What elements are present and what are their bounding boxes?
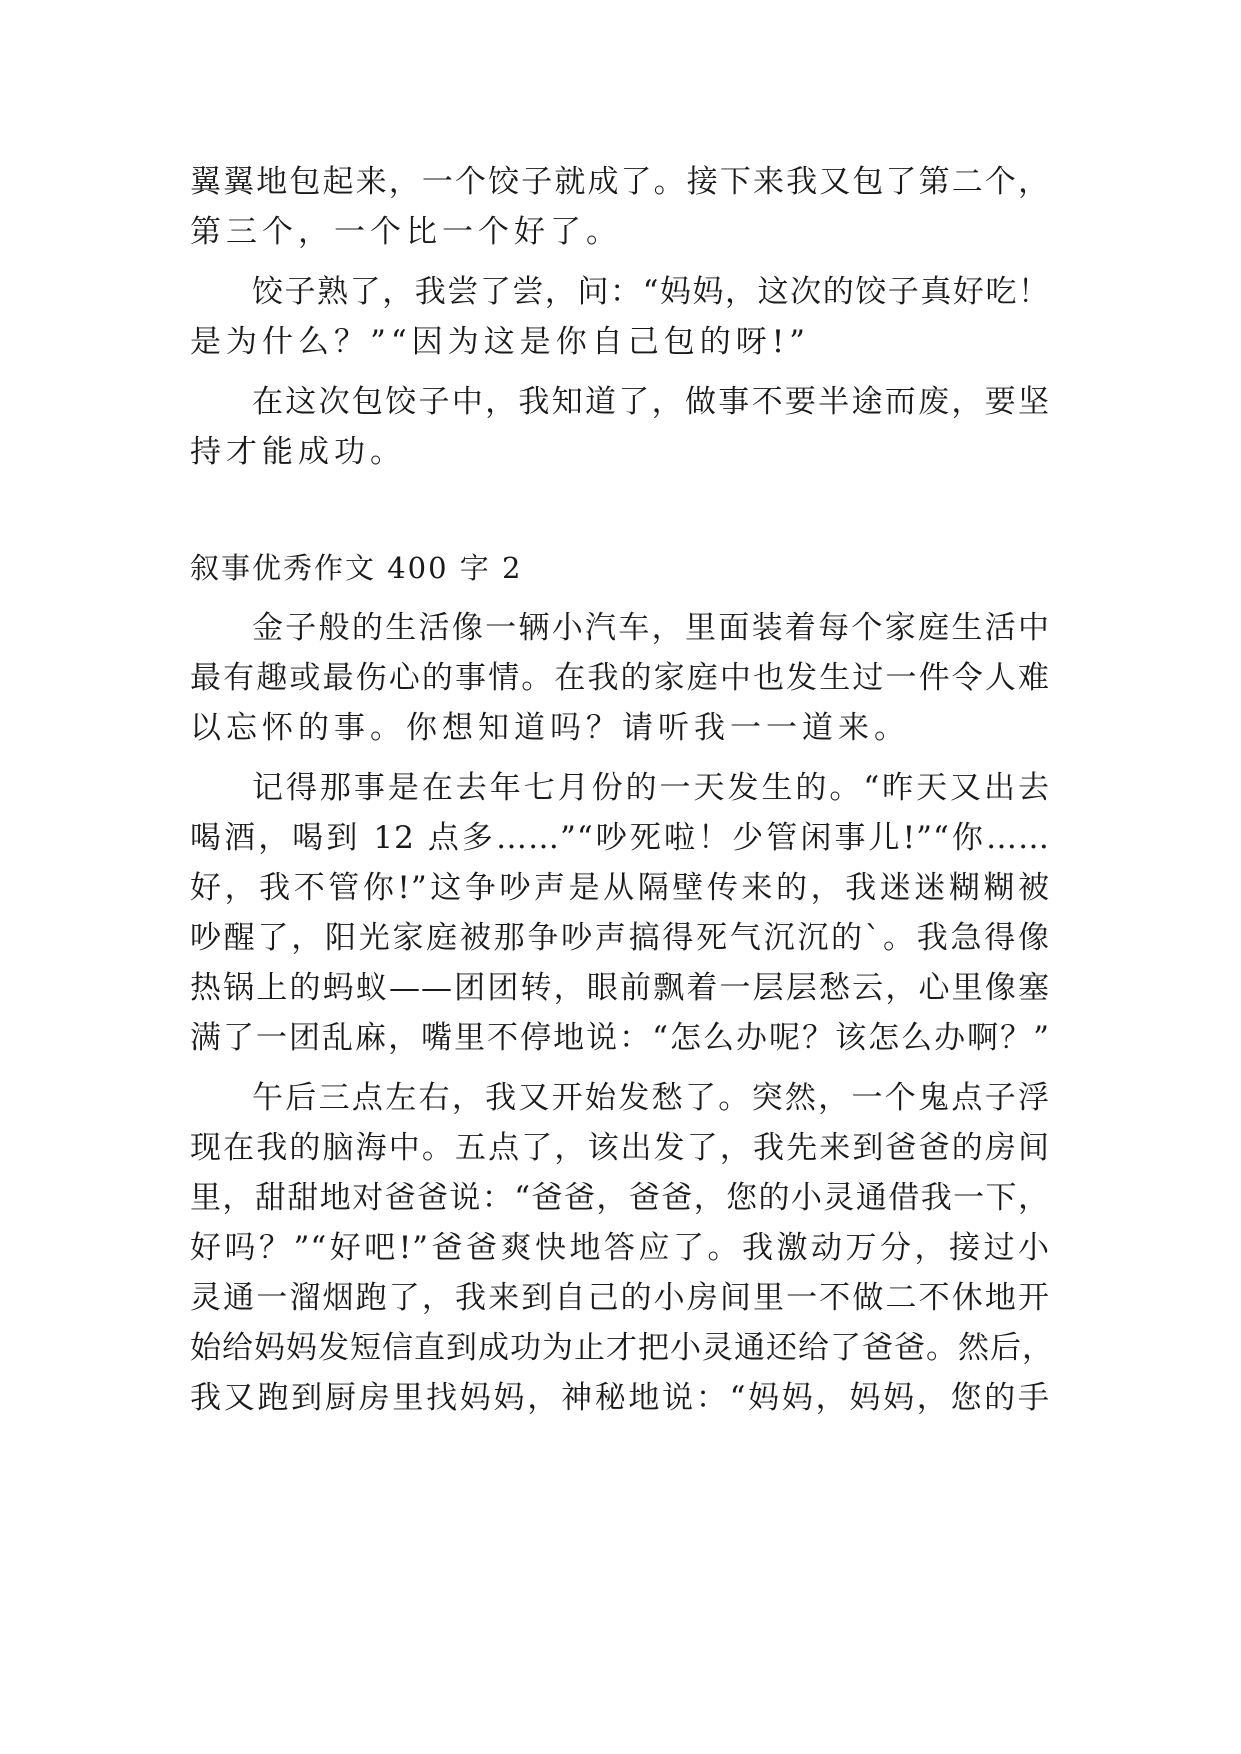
- text-line: 灵通一溜烟跑了，我来到自己的小房间里一不做二不休地开: [190, 1280, 1050, 1316]
- text-line: 始给妈妈发短信直到成功为止才把小灵通还给了爸爸。然后，: [190, 1330, 1054, 1366]
- text-line: 好，我不管你!”这争吵声是从隔壁传来的，我迷迷糊糊被: [190, 870, 1050, 906]
- text-line: 在这次包饺子中，我知道了，做事不要半途而废，要坚: [252, 384, 1050, 420]
- text-line: 饺子熟了，我尝了尝，问：“妈妈，这次的饺子真好吃！: [252, 274, 1050, 310]
- text-line: 好吗？”“好吧!”爸爸爽快地答应了。我激动万分，接过小: [190, 1230, 1050, 1266]
- text-line: 是为什么？”“因为这是你自己包的呀!”: [190, 324, 811, 360]
- text-line: 最有趣或最伤心的事情。在我的家庭中也发生过一件令人难: [190, 660, 1050, 696]
- text-line: 以忘怀的事。你想知道吗？请听我一一道来。: [190, 710, 910, 746]
- text-line: 热锅上的蚂蚁——团团转，眼前飘着一层层愁云，心里像塞: [190, 970, 1050, 1006]
- text-line: 现在我的脑海中。五点了，该出发了，我先来到爸爸的房间: [190, 1130, 1050, 1166]
- text-line: 吵醒了，阳光家庭被那争吵声搞得死气沉沉的`。我急得像: [190, 920, 1050, 956]
- text-line: 翼翼地包起来，一个饺子就成了。接下来我又包了第二个，: [190, 164, 1050, 200]
- text-line: 第三个，一个比一个好了。: [190, 214, 622, 250]
- text-line: 喝酒，喝到 12 点多……”“吵死啦！少管闲事儿!”“你……: [190, 820, 1050, 856]
- essay-heading: 叙事优秀作文 400 字 2: [190, 551, 523, 585]
- text-line: 里，甜甜地对爸爸说：“爸爸，爸爸，您的小灵通借我一下，: [190, 1180, 1050, 1216]
- text-line: 记得那事是在去年七月份的一天发生的。“昨天又出去: [252, 770, 1050, 806]
- text-line: 满了一团乱麻，嘴里不停地说：“怎么办呢？该怎么办啊？”: [190, 1020, 1050, 1056]
- text-line: 金子般的生活像一辆小汽车，里面装着每个家庭生活中: [252, 610, 1050, 646]
- text-line: 持才能成功。: [190, 434, 406, 470]
- text-line: 我又跑到厨房里找妈妈，神秘地说：“妈妈，妈妈，您的手: [190, 1380, 1050, 1416]
- text-line: 午后三点左右，我又开始发愁了。突然，一个鬼点子浮: [252, 1080, 1050, 1116]
